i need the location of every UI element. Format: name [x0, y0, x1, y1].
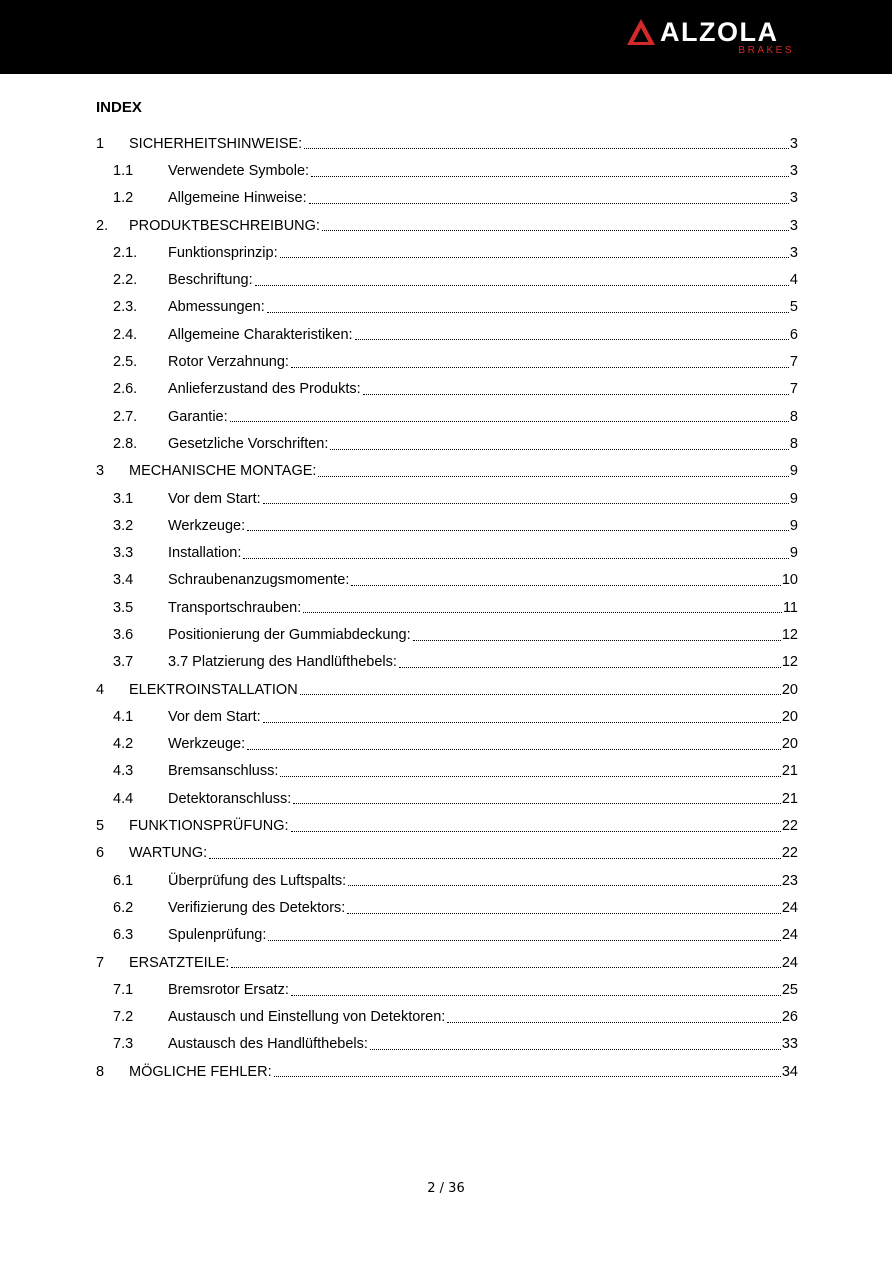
toc-entry[interactable] [96, 949, 798, 976]
toc-entry-number: 2.5. [113, 354, 138, 371]
toc-entry-title: Allgemeine Hinweise: [168, 190, 307, 207]
dot-leader [447, 1021, 781, 1023]
toc-entry[interactable] [96, 403, 798, 430]
toc-entry[interactable] [96, 1004, 798, 1031]
dot-leader [263, 502, 789, 504]
toc-entry-page: 9 [789, 545, 798, 562]
dot-leader [351, 584, 780, 586]
toc-entry[interactable] [96, 621, 798, 648]
dot-leader [291, 366, 789, 368]
toc-entry-page: 3 [789, 135, 798, 152]
dot-leader [280, 256, 789, 258]
dot-leader [363, 393, 789, 395]
toc-entry[interactable] [96, 758, 798, 785]
toc-entry-number: 6.3 [113, 927, 134, 944]
toc-entry[interactable] [96, 430, 798, 457]
toc-entry-page: 24 [781, 899, 798, 916]
toc-entry-title: Vor dem Start: [168, 490, 261, 507]
toc-entry-title: PRODUKTBESCHREIBUNG: [129, 217, 320, 234]
toc-entry-title: Austausch des Handlüfthebels: [168, 1036, 368, 1053]
toc-entry[interactable] [96, 212, 798, 239]
dot-leader [247, 748, 781, 750]
dot-leader [413, 639, 781, 641]
toc-entry-title: Werkzeuge: [168, 736, 246, 753]
toc-entry-title: Bremsanschluss: [168, 763, 279, 780]
toc-entry-number: 1 [96, 135, 105, 152]
toc-entry[interactable] [96, 321, 798, 348]
toc-entry-number: 2.1. [113, 244, 138, 261]
dot-leader [347, 912, 781, 914]
toc-entry-page: 3 [789, 217, 798, 234]
toc-entry-title: Installation: [168, 545, 242, 562]
toc-entry-page: 24 [781, 927, 798, 944]
dot-leader [293, 802, 781, 804]
toc-entry-page: 26 [781, 1009, 798, 1026]
toc-entry-title: Garantie: [168, 408, 228, 425]
toc-entry-number: 2.3. [113, 299, 138, 316]
dot-leader [209, 857, 781, 859]
toc-entry-page: 9 [789, 490, 798, 507]
toc-entry-page: 24 [781, 954, 798, 971]
toc-entry-page: 8 [789, 435, 798, 452]
toc-entry-page: 23 [781, 872, 798, 889]
toc-entry-title: Bremsrotor Ersatz: [168, 981, 289, 998]
dot-leader [231, 966, 780, 968]
toc-entry-page: 4 [789, 272, 798, 289]
dot-leader [268, 939, 781, 941]
toc-entry-number: 2.7. [113, 408, 138, 425]
toc-entry-title: ELEKTROINSTALLATION [129, 681, 298, 698]
toc-entry[interactable] [96, 458, 798, 485]
toc-entry-page: 3 [789, 190, 798, 207]
toc-entry-number: 2.4. [113, 326, 138, 343]
toc-entry[interactable] [96, 649, 798, 676]
toc-entry-title: Rotor Verzahnung: [168, 354, 289, 371]
dot-leader [243, 557, 789, 559]
toc-entry-page: 11 [782, 599, 798, 616]
toc-entry-page: 5 [789, 299, 798, 316]
toc-entry[interactable] [96, 130, 798, 157]
toc-entry-page: 22 [781, 818, 798, 835]
toc-entry-number: 3.5 [113, 599, 134, 616]
toc-entry-page: 12 [781, 626, 798, 643]
page-number: 2 / 36 [427, 1181, 465, 1196]
dot-leader [304, 147, 789, 149]
dot-leader [355, 338, 789, 340]
toc-entry[interactable] [96, 676, 798, 703]
toc-entry-page: 22 [781, 845, 798, 862]
toc-entry-title: Austausch und Einstellung von Detektoren: [168, 1009, 446, 1026]
dot-leader [318, 475, 788, 477]
toc-entry-page: 3 [789, 244, 798, 261]
toc-entry-number: 4.4 [113, 790, 134, 807]
toc-entry-title: Abmessungen: [168, 299, 265, 316]
toc-entry-title: Positionierung der Gummiabdeckung: [168, 626, 411, 643]
toc-entry-page: 12 [781, 654, 798, 671]
toc-entry-title: MECHANISCHE MONTAGE: [129, 463, 317, 480]
toc-entry-title: Anlieferzustand des Produkts: [168, 381, 361, 398]
toc-entry-number: 2. [96, 217, 109, 234]
dot-leader [399, 666, 781, 668]
toc-entry[interactable] [96, 239, 798, 266]
dot-leader [263, 721, 781, 723]
dot-leader [291, 994, 781, 996]
toc-entry-number: 3.3 [113, 545, 134, 562]
toc-entry[interactable] [96, 185, 798, 212]
toc-entry-title: ERSATZTEILE: [129, 954, 230, 971]
toc-entry-page: 3 [789, 162, 798, 179]
dot-leader [370, 1048, 781, 1050]
toc-entry-title: Vor dem Start: [168, 708, 261, 725]
toc-entry[interactable] [96, 840, 798, 867]
toc-entry-title: Verifizierung des Detektors: [168, 899, 346, 916]
toc-entry[interactable] [96, 157, 798, 184]
dot-leader [274, 1075, 781, 1077]
toc-entry-number: 7.1 [113, 981, 134, 998]
toc-entry[interactable] [96, 976, 798, 1003]
toc-entry[interactable] [96, 348, 798, 375]
toc-entry[interactable] [96, 703, 798, 730]
toc-entry-title: MÖGLICHE FEHLER: [129, 1063, 272, 1080]
toc-entry-page: 34 [781, 1063, 798, 1080]
toc-entry[interactable] [96, 376, 798, 403]
toc-entry-page: 9 [789, 463, 798, 480]
toc-entry-page: 6 [789, 326, 798, 343]
toc-entry-number: 6 [96, 845, 105, 862]
toc-entry-number: 4.3 [113, 763, 134, 780]
index-heading: INDEX [96, 99, 142, 116]
toc-entry-number: 3.2 [113, 517, 134, 534]
alzola-logo [626, 16, 806, 60]
toc-entry-title: Verwendete Symbole: [168, 162, 310, 179]
toc-entry-page: 25 [781, 981, 798, 998]
toc-entry-number: 2.6. [113, 381, 138, 398]
toc-entry[interactable] [96, 512, 798, 539]
dot-leader [291, 830, 781, 832]
toc-entry-title: Allgemeine Charakteristiken: [168, 326, 353, 343]
dot-leader [348, 884, 781, 886]
toc-entry[interactable] [96, 922, 798, 949]
toc-entry-number: 7.2 [113, 1009, 134, 1026]
toc-entry-number: 4.1 [113, 708, 134, 725]
toc-entry-title: SICHERHEITSHINWEISE: [129, 135, 303, 152]
toc-entry-title: Schraubenanzugsmomente: [168, 572, 350, 589]
toc-entry-page: 7 [789, 354, 798, 371]
dot-leader [247, 529, 789, 531]
toc-entry-number: 3.6 [113, 626, 134, 643]
toc-entry-number: 6.2 [113, 899, 134, 916]
toc-entry-number: 6.1 [113, 872, 134, 889]
toc-entry-number: 7 [96, 954, 105, 971]
dot-leader [303, 611, 782, 613]
toc-entry[interactable] [96, 567, 798, 594]
toc-entry[interactable] [96, 867, 798, 894]
toc-entry-page: 10 [781, 572, 798, 589]
toc-entry-title: Transportschrauben: [168, 599, 302, 616]
toc-entry[interactable] [96, 485, 798, 512]
dot-leader [280, 775, 780, 777]
toc-entry-title: Werkzeuge: [168, 517, 246, 534]
toc-entry-title: FUNKTIONSPRÜFUNG: [129, 818, 289, 835]
toc-entry-title: Gesetzliche Vorschriften: [168, 435, 329, 452]
toc-entry-page: 20 [781, 681, 798, 698]
toc-entry-title: Beschriftung: [168, 272, 253, 289]
toc-entry[interactable] [96, 894, 798, 921]
toc-entry[interactable] [96, 594, 798, 621]
page-header [0, 0, 892, 74]
toc-entry-page: 20 [781, 736, 798, 753]
toc-entry-title: WARTUNG: [129, 845, 208, 862]
dot-leader [311, 175, 789, 177]
toc-entry-number: 3.4 [113, 572, 134, 589]
toc-entry-number: 2.2. [113, 272, 138, 289]
toc-entry[interactable] [96, 539, 798, 566]
brand-subtitle: BRAKES [738, 45, 794, 56]
toc-entry-title: Funktionsprinzip: [168, 244, 278, 261]
toc-entry-title: 3.7 Platzierung des Handlüfthebels: [168, 654, 397, 671]
triangle-logo-icon [626, 18, 656, 46]
toc-entry-number: 5 [96, 818, 105, 835]
toc-entry-page: 33 [781, 1036, 798, 1053]
toc-entry-number: 4 [96, 681, 105, 698]
dot-leader [230, 420, 789, 422]
toc-entry-number: 1.1 [113, 162, 134, 179]
toc-entry-number: 3.7 [113, 654, 134, 671]
dot-leader [309, 202, 789, 204]
toc-entry[interactable] [96, 812, 798, 839]
toc-entry[interactable] [96, 1058, 798, 1085]
toc-entry-number: 3.1 [113, 490, 134, 507]
toc-entry-page: 21 [781, 763, 798, 780]
toc-entry[interactable] [96, 266, 798, 293]
toc-entry-page: 8 [789, 408, 798, 425]
toc-entry-number: 4.2 [113, 736, 134, 753]
toc-entry-title: Überprüfung des Luftspalts: [168, 872, 347, 889]
toc-entry-page: 9 [789, 517, 798, 534]
toc-entry[interactable] [96, 785, 798, 812]
toc-entry-page: 7 [789, 381, 798, 398]
dot-leader [330, 448, 789, 450]
toc-entry-number: 7.3 [113, 1036, 134, 1053]
toc-entry-number: 3 [96, 463, 105, 480]
toc-entry[interactable] [96, 1031, 798, 1058]
table-of-contents [96, 130, 798, 1085]
dot-leader [300, 693, 781, 695]
toc-entry-number: 2.8. [113, 435, 138, 452]
toc-entry-title: Detektoranschluss: [168, 790, 292, 807]
toc-entry-page: 21 [781, 790, 798, 807]
toc-entry-number: 1.2 [113, 190, 134, 207]
toc-entry[interactable] [96, 731, 798, 758]
dot-leader [322, 229, 789, 231]
dot-leader [267, 311, 789, 313]
toc-entry-title: Spulenprüfung: [168, 927, 267, 944]
toc-entry-number: 8 [96, 1063, 105, 1080]
toc-entry[interactable] [96, 294, 798, 321]
toc-entry-page: 20 [781, 708, 798, 725]
dot-leader [255, 284, 789, 286]
brand-name: ALZOLA [660, 17, 779, 47]
